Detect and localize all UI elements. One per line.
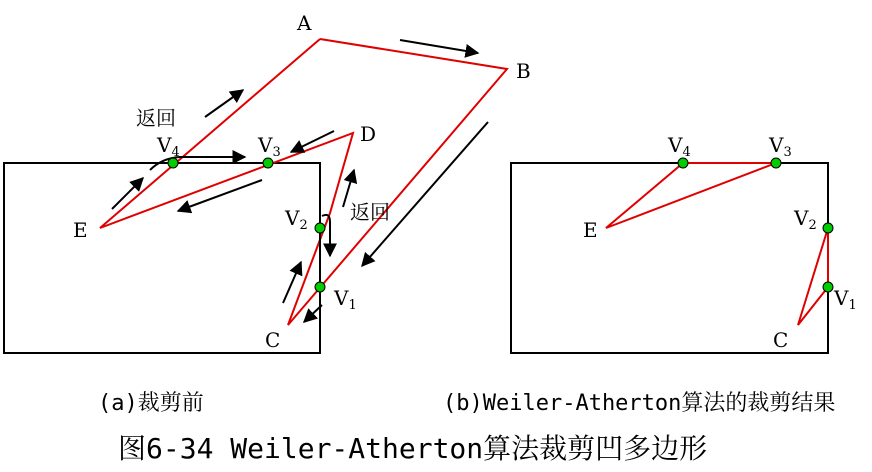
right-label-v1: $V_1$ [834, 286, 857, 313]
left-label-a: A [297, 11, 312, 35]
right-result-polygon-lower [798, 228, 828, 325]
arrow-a-b [400, 40, 478, 53]
left-label-v1: $V_1$ [334, 286, 357, 313]
left-clip-window [4, 163, 320, 353]
left-label-e: E [73, 218, 88, 242]
left-label-d: D [360, 122, 377, 146]
right-caption: (b)Weiler-Atherton算法的裁剪结果 [443, 391, 836, 416]
right-clip-window [511, 163, 828, 353]
left-label-v3: $V_3$ [258, 133, 281, 160]
right-intersection-v2 [823, 223, 833, 233]
arrow-b-c [362, 122, 488, 266]
right-label-v2: $V_2$ [794, 206, 817, 233]
left-subject-polygon [100, 39, 507, 325]
right-result-polygon-upper [606, 163, 776, 228]
left-caption: (a)裁剪前 [98, 391, 204, 416]
right-label-e: E [583, 218, 598, 242]
return-label-right: 返回 [350, 200, 390, 224]
right-label-v3: $V_3$ [769, 133, 792, 160]
figure-title: 图6-34 Weiler-Atherton算法裁剪凹多边形 [118, 432, 708, 465]
right-label-c: C [773, 328, 789, 352]
arrow-v3-e [178, 180, 262, 211]
right-intersection-v1 [823, 282, 833, 292]
left-intersection-v2 [315, 223, 325, 233]
right-panel [511, 133, 857, 353]
left-panel [4, 11, 531, 353]
left-label-c: C [265, 328, 281, 352]
left-intersection-v1 [315, 282, 325, 292]
right-intersection-v3 [771, 158, 781, 168]
left-label-v2: $V_2$ [285, 206, 308, 233]
right-label-v4: $V_4$ [668, 133, 691, 160]
left-label-v4: $V_4$ [157, 133, 180, 160]
left-label-b: B [516, 59, 531, 83]
arrow-v4-a [205, 90, 243, 117]
return-label-top: 返回 [136, 106, 176, 130]
